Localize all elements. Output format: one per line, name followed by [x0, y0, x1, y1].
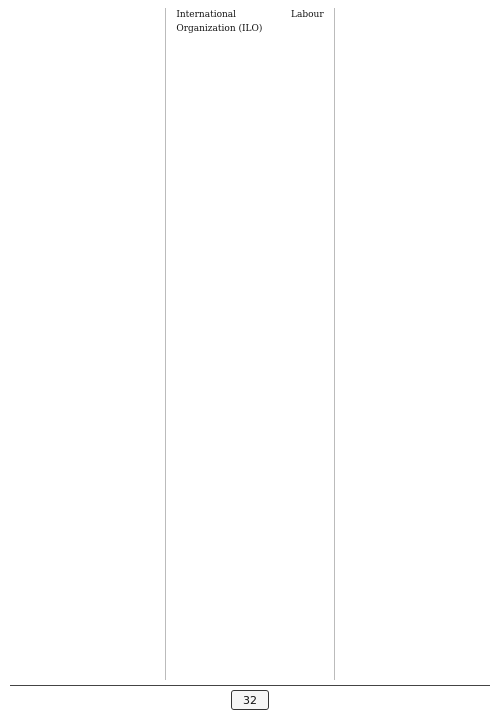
text-columns	[8, 8, 492, 680]
column-1	[8, 8, 155, 680]
page-number: 32	[231, 690, 269, 710]
column-3	[345, 8, 492, 680]
page-footer	[10, 685, 490, 712]
column-divider-1	[165, 8, 166, 680]
column-2	[176, 8, 323, 680]
ilo-phrase: International Labour Organization (ILO)	[176, 10, 324, 35]
column-divider-2	[334, 8, 335, 680]
